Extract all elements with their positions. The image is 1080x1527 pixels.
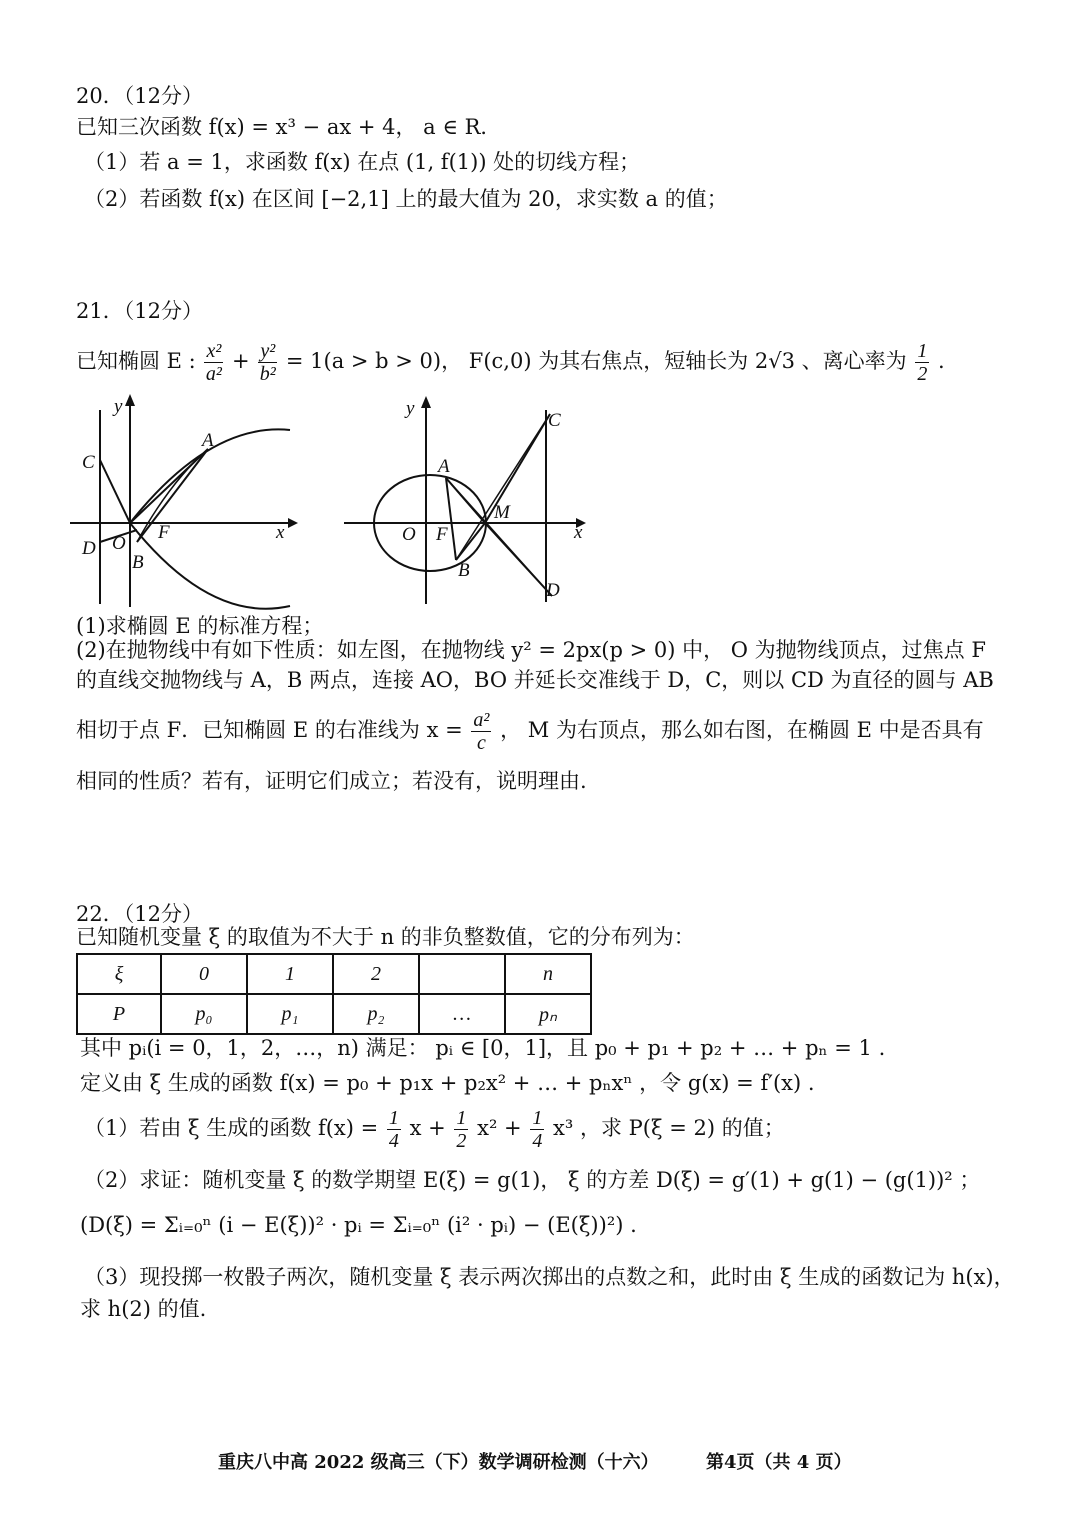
q21-header: 21．（12分）	[76, 299, 203, 323]
frac-num: 1	[917, 340, 928, 362]
frac-quarter	[530, 1107, 544, 1152]
label-y: y	[406, 398, 415, 419]
q21-frac-half	[915, 340, 929, 385]
frac-den: 4	[388, 1130, 399, 1152]
label-D: D	[546, 580, 560, 601]
label-B: B	[132, 552, 144, 573]
table-cell: pₙ	[505, 994, 591, 1034]
frac-num: x²	[206, 340, 222, 362]
q21-part1: (1)求椭圆 E 的标准方程；	[76, 614, 324, 638]
table-cell: 0	[161, 954, 247, 994]
label-A: A	[202, 430, 214, 451]
frac-den: a²	[205, 363, 222, 385]
frac-den: 4	[532, 1130, 543, 1152]
q21-stem-mid: = 1(a > b > 0)， F(c,0) 为其右焦点，短轴长为 2√3 、离心率为	[285, 349, 907, 373]
table-cell: 2	[333, 954, 419, 994]
q21-part2-line1: (2)在抛物线中有如下性质：如左图，在抛物线 y² = 2px(p > 0) 中， O 为抛物线顶点，过焦点 F	[76, 638, 986, 662]
label-M: M	[494, 502, 510, 523]
q20-part2: （2）若函数 f(x) 在区间 [−2,1] 上的最大值为 20，求实数 a 的值；	[84, 187, 728, 211]
label-F: F	[158, 522, 170, 543]
label-D: D	[82, 538, 96, 559]
table-cell: P	[77, 994, 161, 1034]
p1-pre: （1）若由 ξ 生成的函数 f(x) =	[84, 1116, 379, 1140]
label-O: O	[402, 524, 416, 545]
q21-part2-line2: 的直线交抛物线与 A，B 两点，连接 AO，BO 并延长交准线于 D，C，则以 CD 为直径的圆与 AB	[76, 668, 994, 692]
table-cell: …	[419, 994, 505, 1034]
frac-half	[454, 1107, 468, 1152]
q20-stem: 已知三次函数 f(x) = x³ − ax + 4， a ∈ R．	[76, 115, 502, 139]
frac-quarter	[387, 1107, 401, 1152]
label-C: C	[548, 410, 561, 431]
q21-frac-y	[258, 340, 277, 385]
q21-stem-pre: 已知椭圆 E :	[76, 349, 196, 373]
line3-pre: 相切于点 F．已知椭圆 E 的右准线为 x =	[76, 718, 463, 742]
table-cell: p₂	[333, 994, 419, 1034]
q20-part1: （1）若 a = 1，求函数 f(x) 在点 (1, f(1)) 处的切线方程；	[84, 150, 641, 174]
ellipse-figure	[340, 392, 590, 607]
q22-part1	[84, 1100, 785, 1156]
label-C: C	[82, 452, 95, 473]
frac-den: b²	[259, 363, 276, 385]
q21-part2-line3	[76, 702, 984, 758]
frac-num: 1	[532, 1107, 543, 1129]
directrix-frac	[471, 709, 491, 754]
frac-num: 1	[456, 1107, 467, 1129]
q20-header: 20．（12分）	[76, 84, 203, 108]
p1-post: x³ ，求 P(ξ = 2) 的值；	[553, 1116, 785, 1140]
q22-definition: 定义由 ξ 生成的函数 f(x) = p₀ + p₁x + p₂x² + … + pₙxⁿ ，令 g(x) = f′(x) .	[80, 1071, 815, 1095]
q22-part2-formula: (D(ξ) = Σᵢ₌₀ⁿ (i − E(ξ))² · pᵢ = Σᵢ₌₀ⁿ (i² · pᵢ) − (E(ξ))²) .	[80, 1213, 637, 1237]
frac-den: c	[476, 732, 486, 754]
q21-stem	[76, 333, 945, 389]
q22-part3-line2: 求 h(2) 的值.	[80, 1297, 207, 1321]
table-cell: 1	[247, 954, 333, 994]
label-y: y	[114, 396, 123, 417]
label-O: O	[112, 533, 126, 554]
q22-stem: 已知随机变量 ξ 的取值为不大于 n 的非负整数值，它的分布列为：	[76, 925, 695, 949]
q21-frac-x	[204, 340, 223, 385]
table-cell: p₁	[247, 994, 333, 1034]
label-x: x	[574, 522, 583, 543]
table-row	[77, 994, 591, 1034]
p1-term: x +	[409, 1116, 446, 1140]
label-A: A	[438, 456, 450, 477]
frac-num: 1	[388, 1107, 399, 1129]
table-row	[77, 954, 591, 994]
q21-stem-end: .	[938, 349, 945, 373]
frac-den: 2	[456, 1130, 467, 1152]
table-cell: n	[505, 954, 591, 994]
q22-header: 22．（12分）	[76, 902, 203, 926]
q21-plus: +	[232, 349, 250, 373]
line3-post: ， M 为右顶点，那么如右图，在椭圆 E 中是否具有	[500, 718, 984, 742]
table-cell: p₀	[161, 994, 247, 1034]
frac-num: a²	[473, 709, 490, 731]
footer-page-number: 第4页（共 4 页）	[706, 1452, 852, 1473]
table-cell	[419, 954, 505, 994]
table-cell: ξ	[77, 954, 161, 994]
label-F: F	[436, 524, 448, 545]
q22-part3-line1: （3）现投掷一枚骰子两次，随机变量 ξ 表示两次掷出的点数之和，此时由 ξ 生成的函数记为 h(x)，	[84, 1265, 1015, 1289]
label-x: x	[276, 522, 285, 543]
label-B: B	[458, 560, 470, 581]
footer-exam-title: 重庆八中高 2022 级高三（下）数学调研检测（十六）	[218, 1452, 659, 1473]
parabola-figure	[70, 392, 300, 612]
p1-term: x² +	[477, 1116, 522, 1140]
frac-den: 2	[917, 363, 928, 385]
q22-part2: （2）求证：随机变量 ξ 的数学期望 E(ξ) = g(1)， ξ 的方差 D(ξ) = g′(1) + g(1) − (g(1))² ；	[84, 1168, 981, 1192]
q22-condition: 其中 pᵢ(i = 0，1，2，…，n) 满足： pᵢ ∈ [0，1]，且 p₀ + p₁ + p₂ + … + pₙ = 1 .	[80, 1036, 886, 1060]
q21-part2-line4: 相同的性质？若有，证明它们成立；若没有，说明理由.	[76, 769, 587, 793]
distribution-table	[76, 953, 592, 1035]
frac-num: y²	[260, 340, 276, 362]
